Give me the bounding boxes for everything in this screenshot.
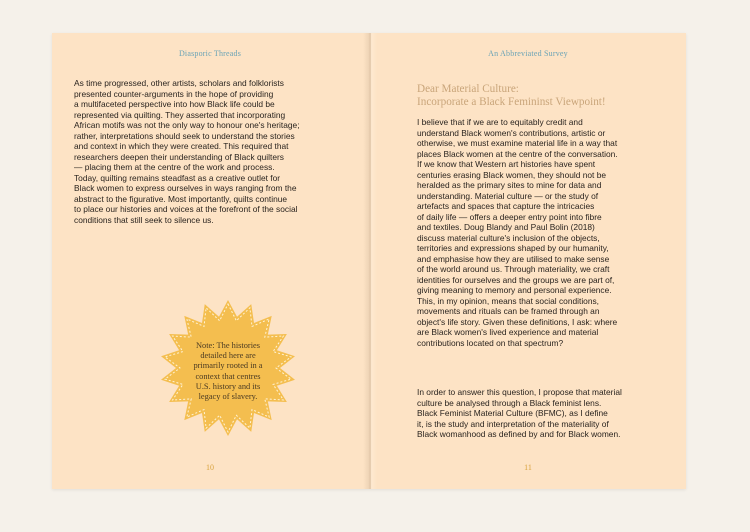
left-body-text: As time progressed, other artists, scholars and folklorists presented counter-arguments in the hope of providing a multifaceted perspective into how Black life could be represented via quilting. They asserted that incorporating African motifs was not the only way to honour one's heritage; rather, interpretations should seek to understand the stories and context in which they were created. This required that researchers deepen their understanding of Black quilters — placing them at the centre of the work and process. Today, quilting remains steadfast as a creative outlet for Black women to express ourselves in ways ranging from the abstract to the figurative. Most importantly, quilts continue to place our histories and voices at the forefront of the social conditions that still seek to silence us.	[74, 78, 300, 225]
right-body-text-1: I believe that if we are to equitably credit and understand Black women's contributions, artistic or otherwise, we must examine material life in a way that places Black women at the centre of the conversation. If we know that Western art histories have spent centuries erasing Black women, they should not be heralded as the primary sites to mine for data and understanding. Material culture — or the study of artefacts and spaces that capture the intricacies of daily life — offers a deeper entry point into fibre and textiles. Doug Blandy and Paul Bolin (2018) discuss material culture's inclusion of the objects, territories and expressions shaped by our humanity, and emphasise how they are utilised to make sense of the world around us. Through materiality, we craft identities for ourselves and the groups we are part of, giving meaning to memory and personal experience. This, in my opinion, means that social conditions, movements and rituals can be framed through an object's life story. Given these definitions, I ask: where are Black women's lived experience and material contributions located on that spectrum?	[417, 117, 618, 348]
running-head-left: Diasporic Threads	[178, 49, 242, 58]
note-text: Note: The histories detailed here are primarily rooted in a context that centres U.S. history and its legacy of slavery.	[193, 341, 263, 402]
book-spread	[52, 33, 686, 489]
page-number-right: 11	[524, 463, 532, 472]
section-heading: Dear Material Culture: Incorporate a Black Femininst Viewpoint!	[417, 83, 606, 108]
running-head-right: An Abbreviated Survey	[488, 49, 568, 58]
note-starburst	[158, 298, 298, 438]
page-number-left: 10	[206, 463, 214, 472]
right-body-text-2: In order to answer this question, I propose that material culture be analysed through a Black feminist lens. Black Feminist Material Culture (BFMC), as I define it, is the study and interpretation of the materiality of Black womanhood as defined by and for Black women.	[417, 387, 622, 439]
left-page	[52, 33, 368, 489]
right-page	[370, 33, 686, 489]
